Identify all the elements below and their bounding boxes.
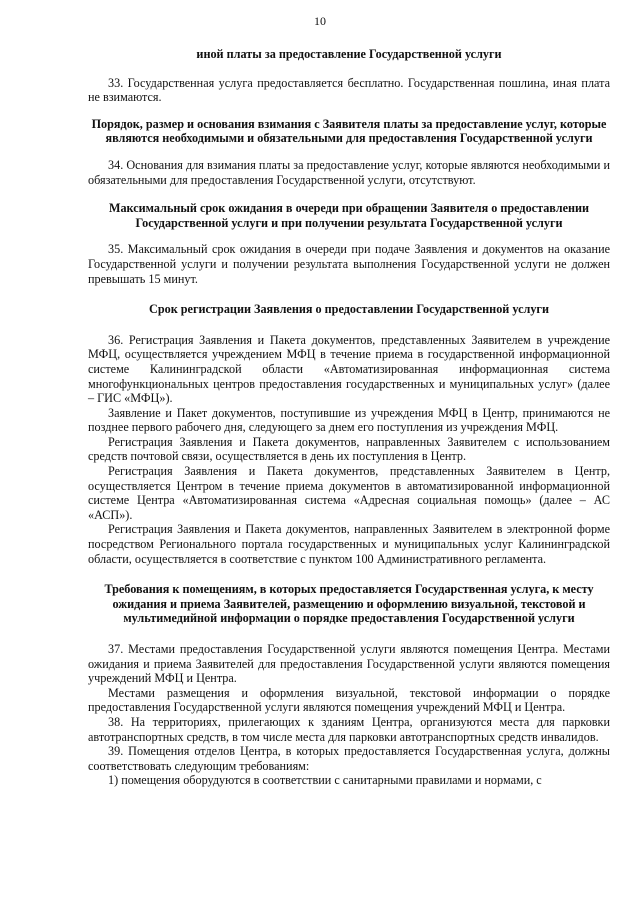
- paragraph: 38. На территориях, прилегающих к зданиям Центра, организуются места для парковки автотранспортных средств, в том числе места для парковки автотранспортных средств инвалидов.: [88, 714, 610, 744]
- paragraph: 35. Максимальный срок ожидания в очереди при подаче Заявления и документов на оказание Государственной услуги и получении результата выполнения Государственной услуги не должен превышать 15 минут.: [88, 242, 610, 286]
- paragraph: Регистрация Заявления и Пакета документов, направленных Заявителем с использованием средств почтовой связи, осуществляется в день их поступления в Центр.: [88, 434, 610, 464]
- section-heading: иной платы за предоставление Государственной услуги: [196, 47, 502, 61]
- paragraph: 1) помещения оборудуются в соответствии с санитарными правилами и нормами, с: [108, 773, 542, 788]
- page-number: 10: [314, 14, 326, 28]
- section-heading: Порядок, размер и основания взимания с Заявителя платы за предоставление услуг, которые являются необходимыми и обязательными для предоставления Государственной услуги: [91, 116, 607, 146]
- section-heading: Требования к помещениям, в которых предоставляется Государственная услуга, к месту ожидания и приема Заявителей, размещению и оформлению визуальной, текстовой и мультимедийной информации о порядке предоставления Государственной услуги: [104, 582, 594, 626]
- paragraph: Регистрация Заявления и Пакета документов, представленных Заявителем в Центр, осуществляется Центром в течение приема документов в автоматизированной информационной системе Центра «Автоматизированная система «Адресная социальная помощь» (далее – АС «АСП»).: [88, 464, 610, 522]
- page-content: [88, 47, 610, 788]
- paragraph: 37. Местами предоставления Государственной услуги являются помещения Центра. Местами ожидания и приема Заявителей для предоставления Государственной услуги являются помещения учреждений МФЦ и Центра.: [88, 642, 610, 686]
- section-heading: Срок регистрации Заявления о предоставлении Государственной услуги: [149, 302, 549, 317]
- paragraph: Местами размещения и оформления визуальной, текстовой информации о порядке предоставления Государственной услуги являются помещения учреждений МФЦ и Центра.: [88, 685, 610, 715]
- paragraph: 36. Регистрация Заявления и Пакета документов, представленных Заявителем в учреждение МФЦ, осуществляется учреждением МФЦ в течение приема в государственной информационной системе Калининградской области «Автоматизированная информационная система многофункциональных центров предоставления государственных и муниципальных услуг» (далее – ГИС «МФЦ»).: [88, 332, 610, 406]
- paragraph: 39. Помещения отделов Центра, в которых предоставляется Государственная услуга, должны соответствовать следующим требованиям:: [88, 744, 610, 773]
- paragraph: Заявление и Пакет документов, поступившие из учреждения МФЦ в Центр, принимаются не позднее первого рабочего дня, следующего за днем его поступления из учреждения МФЦ.: [88, 405, 610, 435]
- paragraph: Регистрация Заявления и Пакета документов, направленных Заявителем в электронной форме посредством Регионального портала государственных и муниципальных услуг Калининградской области, осуществляется в соответствие с пунктом 100 Административного регламента.: [88, 522, 610, 566]
- paragraph: 33. Государственная услуга предоставляется бесплатно. Государственная пошлина, иная плата не взимаются.: [88, 75, 610, 105]
- section-heading: Максимальный срок ожидания в очереди при обращении Заявителя о предоставлении Государственной услуги и при получении результата Государственной услуги: [108, 201, 590, 230]
- paragraph: 34. Основания для взимания платы за предоставление услуг, которые являются необходимыми и обязательными для предоставления Государственной услуги, отсутствуют.: [88, 157, 610, 187]
